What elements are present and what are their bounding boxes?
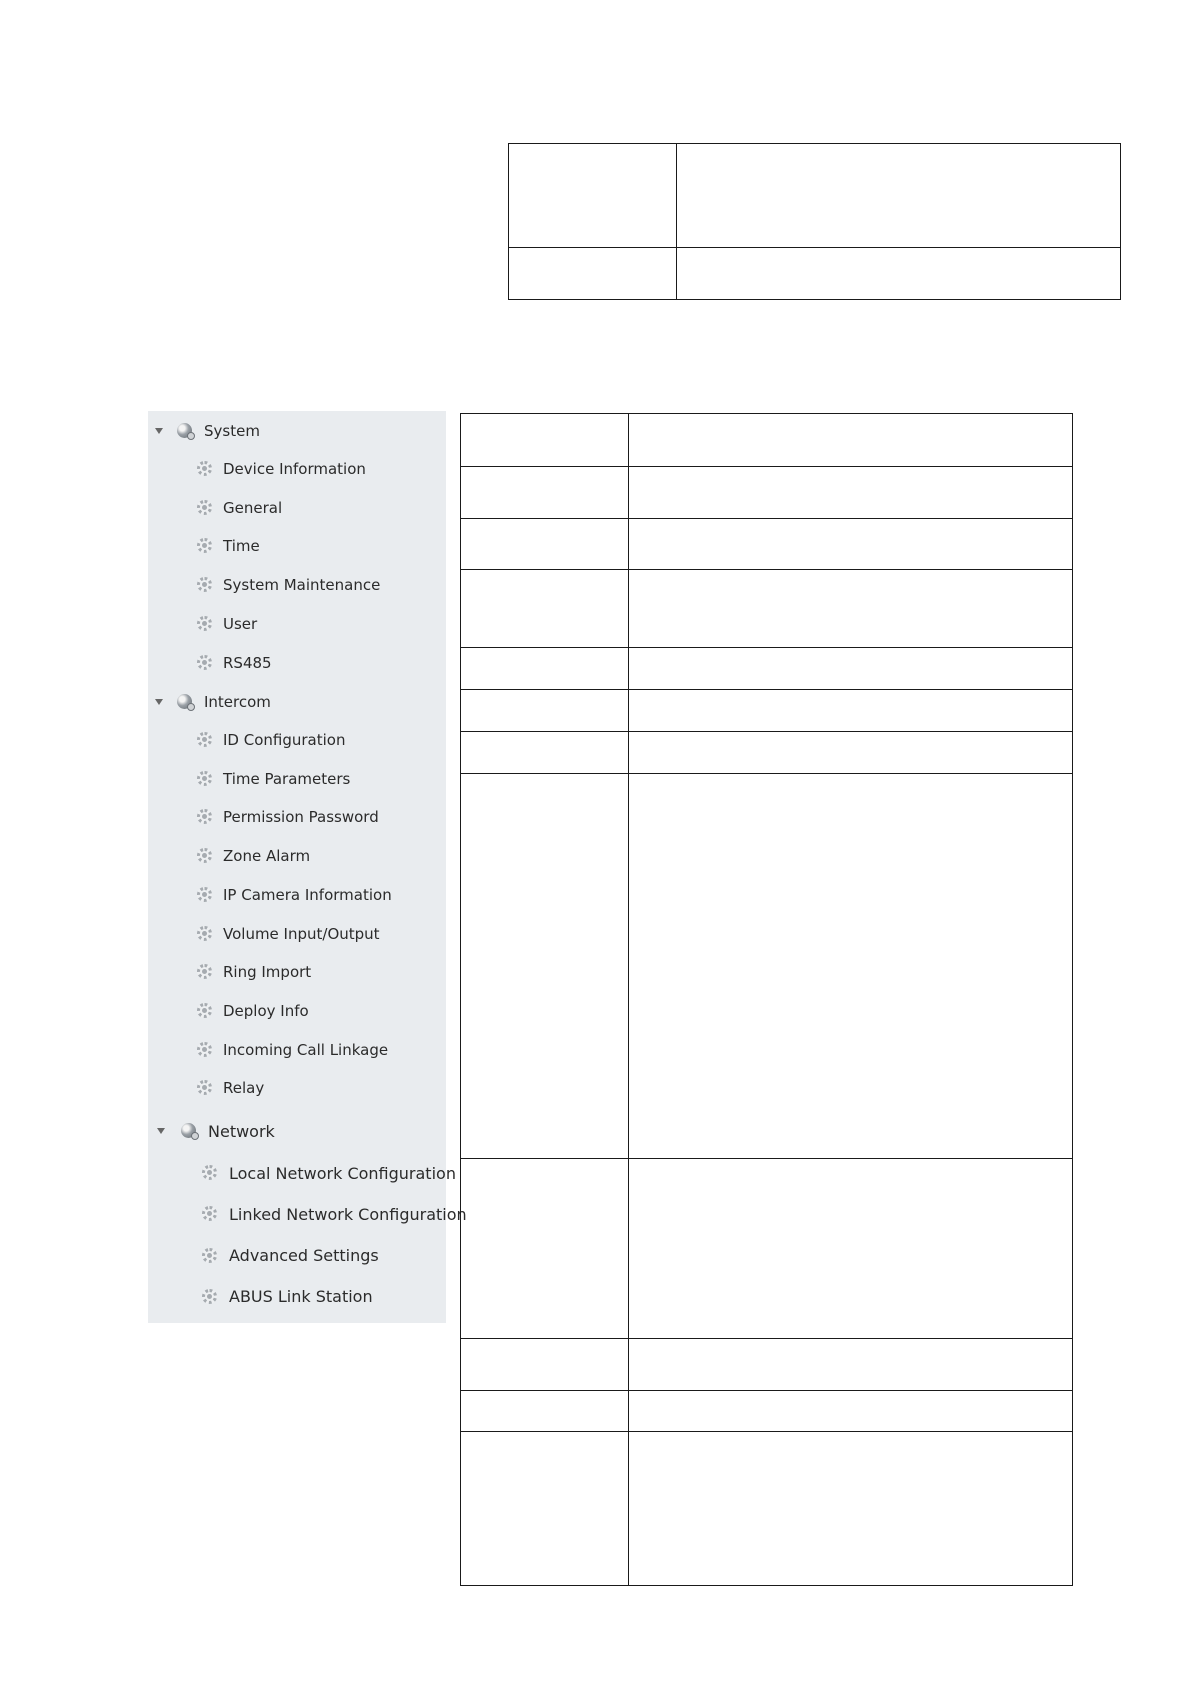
tree-item-time-parameters[interactable]: [148, 762, 446, 796]
table-cell: [461, 732, 629, 774]
expand-arrow-icon[interactable]: [155, 428, 163, 434]
table-cell: [461, 1432, 629, 1586]
table-row: [461, 648, 1073, 690]
tree-item-label: Permission Password: [223, 808, 379, 827]
table-cell: [629, 774, 1073, 1159]
tree-item-deploy-info[interactable]: [148, 994, 446, 1028]
table-cell: [461, 690, 629, 732]
table-cell: [461, 1391, 629, 1432]
tree-group-system[interactable]: [148, 414, 446, 448]
table-cell: [677, 144, 1121, 248]
expand-arrow-icon[interactable]: [157, 1128, 165, 1134]
gear-icon: [197, 964, 212, 979]
gear-icon: [197, 809, 212, 824]
globe-gear-icon: [181, 1123, 196, 1138]
tree-item-device-information[interactable]: [148, 452, 446, 486]
tree-group-label: System: [204, 422, 260, 440]
tree-item-incoming-call-linkage[interactable]: [148, 1033, 446, 1067]
table-cell: [629, 467, 1073, 519]
tree-item-label: RS485: [223, 653, 272, 672]
tree-item-label: Relay: [223, 1079, 265, 1098]
settings-navigation-tree: [148, 411, 467, 1323]
gear-icon: [197, 461, 212, 476]
tree-item-label: Time Parameters: [223, 769, 351, 788]
tree-item-relay[interactable]: [148, 1071, 446, 1105]
table-cell: [629, 690, 1073, 732]
table-row: [461, 467, 1073, 519]
table-row: [461, 1432, 1073, 1586]
tree-item-ring-import[interactable]: [148, 955, 446, 989]
tree-item-label: Device Information: [223, 460, 366, 478]
gear-icon: [197, 1080, 212, 1095]
tree-item-linked-network-configuration[interactable]: [148, 1197, 467, 1231]
tree-group-network[interactable]: [148, 1114, 446, 1148]
table-cell: [461, 1339, 629, 1391]
tree-item-volume-input-output[interactable]: [148, 917, 446, 951]
tree-item-label: Local Network Configuration: [229, 1163, 456, 1183]
tree-item-label: User: [223, 614, 258, 633]
table-cell: [461, 648, 629, 690]
tree-item-advanced-settings[interactable]: [148, 1239, 446, 1273]
table-row: [461, 690, 1073, 732]
tree-item-label: Incoming Call Linkage: [223, 1040, 389, 1059]
tree-item-ip-camera-information[interactable]: [148, 878, 446, 912]
tree-item-label: ID Configuration: [223, 731, 346, 749]
upper-description-table: [508, 143, 1121, 300]
tree-item-system-maintenance[interactable]: [148, 568, 446, 602]
table-cell: [461, 1159, 629, 1339]
tree-item-label: General: [223, 498, 283, 517]
gear-icon: [202, 1206, 217, 1221]
table-cell: [677, 248, 1121, 300]
tree-item-zone-alarm[interactable]: [148, 839, 446, 873]
table-row: [461, 1159, 1073, 1339]
tree-item-abus-link-station[interactable]: [148, 1280, 446, 1314]
table-row: [461, 1391, 1073, 1432]
tree-group-intercom[interactable]: [148, 685, 446, 719]
gear-icon: [197, 577, 212, 592]
tree-item-label: Ring Import: [223, 963, 312, 982]
tree-item-local-network-configuration[interactable]: [148, 1156, 456, 1190]
tree-item-label: Zone Alarm: [223, 847, 311, 866]
gear-icon: [197, 887, 212, 902]
gear-icon: [197, 1003, 212, 1018]
table-cell: [629, 1339, 1073, 1391]
gear-icon: [197, 500, 212, 515]
gear-icon: [197, 926, 212, 941]
gear-icon: [197, 1042, 212, 1057]
table-cell: [461, 570, 629, 648]
tree-item-label: Deploy Info: [223, 1001, 309, 1020]
expand-arrow-icon[interactable]: [155, 699, 163, 705]
tree-item-permission-password[interactable]: [148, 800, 446, 834]
table-row: [461, 519, 1073, 570]
table-cell: [629, 1432, 1073, 1586]
gear-icon: [197, 771, 212, 786]
gear-icon: [202, 1289, 217, 1304]
tree-group-label: Network: [208, 1121, 275, 1141]
gear-icon: [197, 848, 212, 863]
tree-item-label: System Maintenance: [223, 576, 381, 595]
table-row: [461, 774, 1073, 1159]
table-row: [461, 414, 1073, 467]
globe-gear-icon: [177, 423, 192, 438]
gear-icon: [197, 655, 212, 670]
table-cell: [629, 570, 1073, 648]
table-cell: [629, 414, 1073, 467]
tree-group-label: Intercom: [204, 693, 271, 711]
gear-icon: [197, 732, 212, 747]
table-cell: [461, 414, 629, 467]
tree-item-label: Advanced Settings: [229, 1246, 379, 1266]
tree-item-rs485[interactable]: [148, 646, 446, 680]
gear-icon: [197, 538, 212, 553]
tree-item-label: Volume Input/Output: [223, 924, 380, 943]
table-row: [509, 144, 1121, 248]
gear-icon: [202, 1165, 217, 1180]
settings-description-table: [460, 413, 1073, 1586]
table-cell: [629, 519, 1073, 570]
tree-item-general[interactable]: [148, 491, 446, 525]
table-cell: [509, 248, 677, 300]
table-row: [509, 248, 1121, 300]
table-cell: [629, 732, 1073, 774]
table-cell: [629, 648, 1073, 690]
table-row: [461, 570, 1073, 648]
table-cell: [461, 467, 629, 519]
globe-gear-icon: [177, 694, 192, 709]
tree-item-id-configuration[interactable]: [148, 723, 446, 757]
table-cell: [461, 519, 629, 570]
tree-item-user[interactable]: [148, 607, 446, 641]
table-cell: [629, 1391, 1073, 1432]
gear-icon: [197, 616, 212, 631]
table-cell: [461, 774, 629, 1159]
table-row: [461, 732, 1073, 774]
tree-item-label: IP Camera Information: [223, 885, 392, 904]
tree-item-time[interactable]: [148, 529, 446, 563]
tree-item-label: Time: [223, 537, 260, 556]
table-cell: [509, 144, 677, 248]
table-cell: [629, 1159, 1073, 1339]
table-row: [461, 1339, 1073, 1391]
tree-item-label: ABUS Link Station: [229, 1287, 373, 1307]
gear-icon: [202, 1248, 217, 1263]
tree-item-label: Linked Network Configuration: [229, 1204, 467, 1224]
